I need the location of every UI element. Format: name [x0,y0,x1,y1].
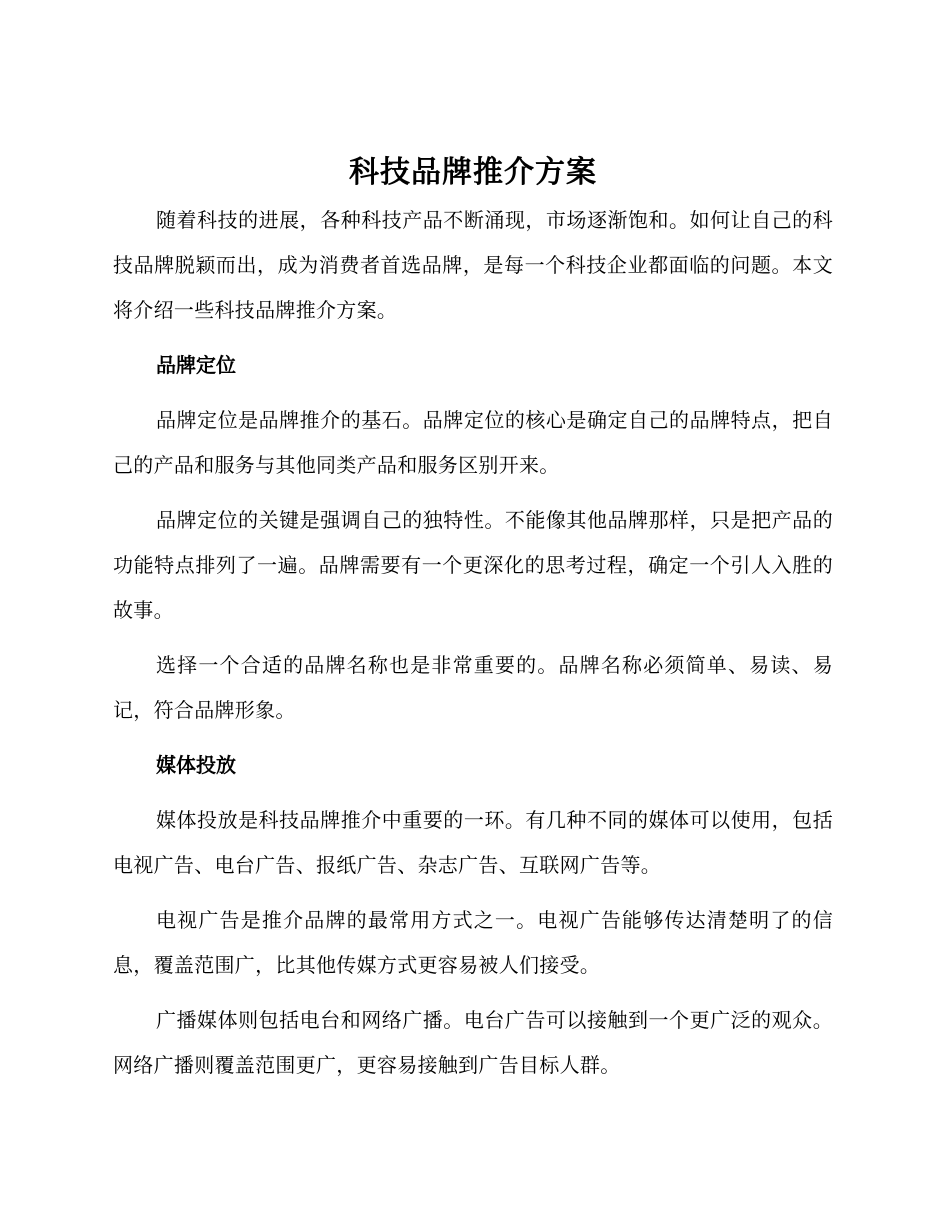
paragraph: 广播媒体则包括电台和网络广播。电台广告可以接触到一个更广泛的观众。网络广播则覆盖范围更广，更容易接触到广告目标人群。 [113,1008,833,1077]
paragraph: 品牌定位的关键是强调自己的独特性。不能像其他品牌那样，只是把产品的功能特点排列了一遍。品牌需要有一个更深化的思考过程，确定一个引人入胜的故事。 [113,508,833,622]
paragraph: 品牌定位是品牌推介的基石。品牌定位的核心是确定自己的品牌特点，把自己的产品和服务与其他同类产品和服务区别开来。 [113,408,833,477]
section-heading: 品牌定位 [156,353,236,377]
paragraph: 电视广告是推介品牌的最常用方式之一。电视广告能够传达清楚明了的信息，覆盖范围广，比其他传媒方式更容易被人们接受。 [113,908,833,977]
paragraph: 媒体投放是科技品牌推介中重要的一环。有几种不同的媒体可以使用，包括电视广告、电台广告、报纸广告、杂志广告、互联网广告等。 [113,808,833,877]
intro-paragraph: 随着科技的进展，各种科技产品不断涌现，市场逐渐饱和。如何让自己的科技品牌脱颖而出，成为消费者首选品牌，是每一个科技企业都面临的问题。本文将介绍一些科技品牌推介方案。 [113,208,833,322]
document-page [113,148,833,1098]
section-brand-positioning [113,343,833,733]
section-heading: 媒体投放 [156,753,236,777]
paragraph: 选择一个合适的品牌名称也是非常重要的。品牌名称必须简单、易读、易记，符合品牌形象。 [113,653,833,722]
section-media-placement [113,743,833,1088]
document-title: 科技品牌推介方案 [349,155,597,190]
